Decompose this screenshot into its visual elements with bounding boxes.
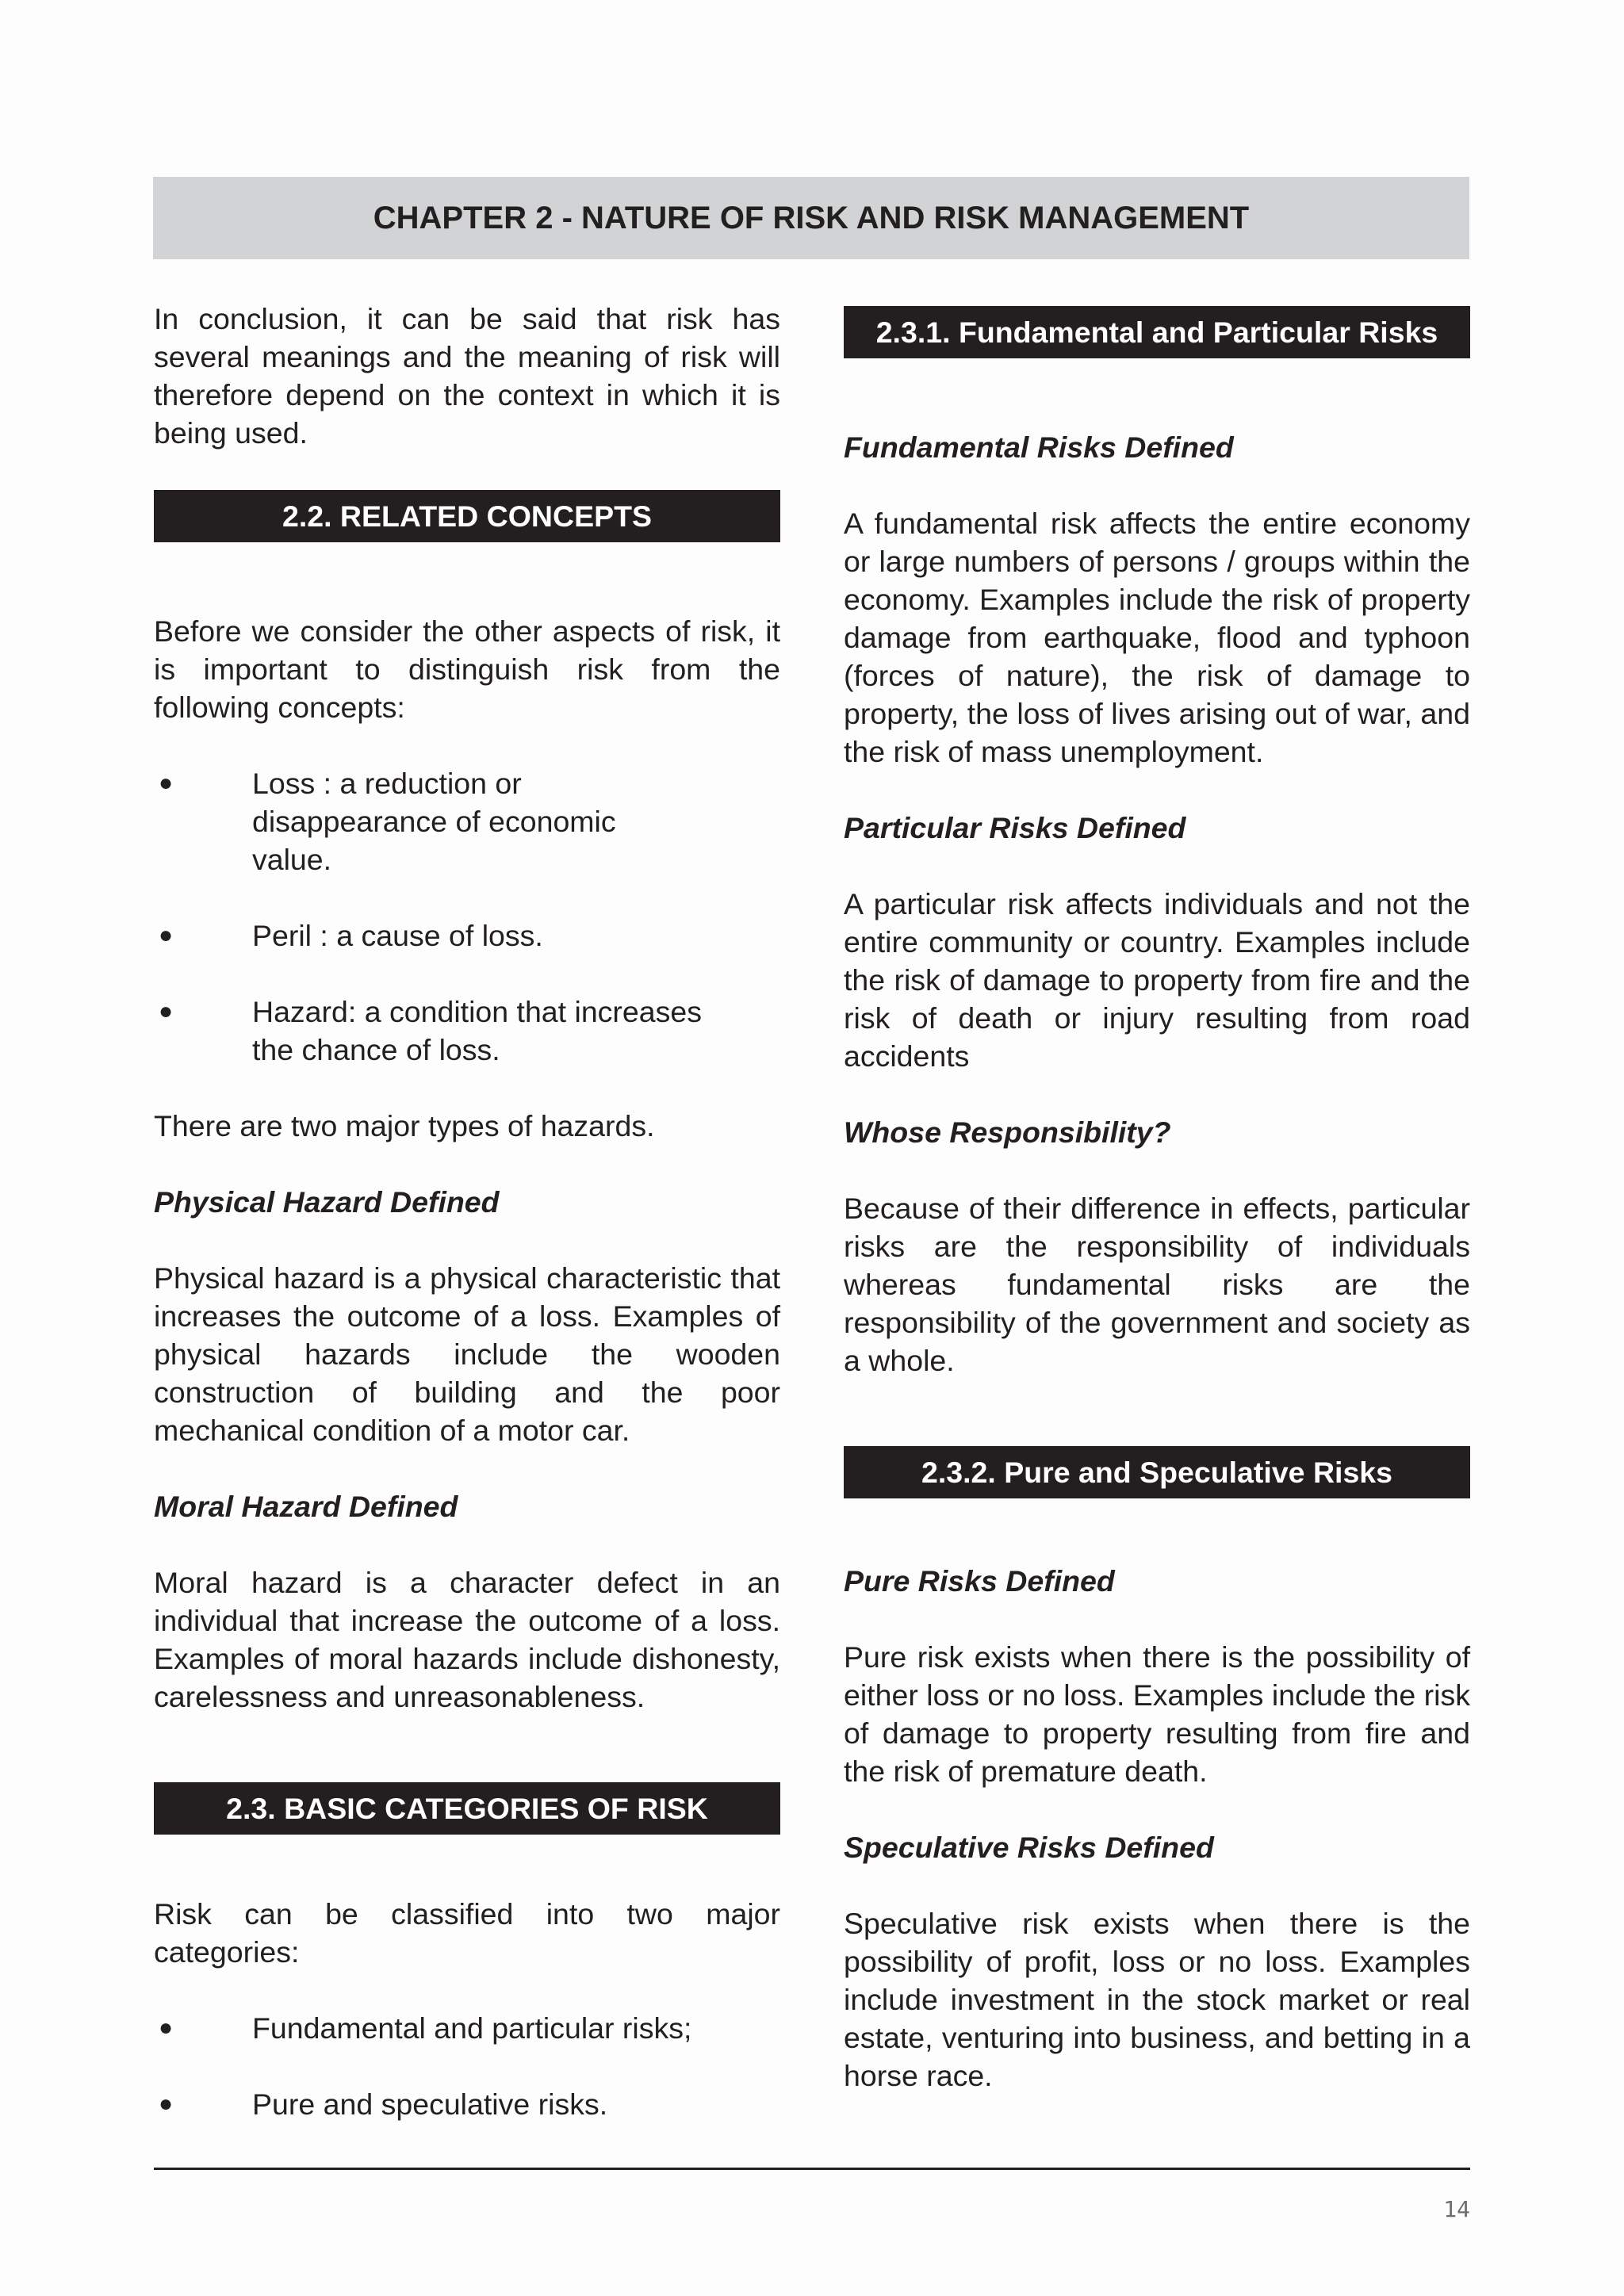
bullet-icon: ● bbox=[159, 922, 174, 948]
list-item-text: Pure and speculative risks. bbox=[252, 2087, 608, 2121]
bullet-icon: ● bbox=[159, 770, 174, 796]
section-heading-related-concepts: 2.2. RELATED CONCEPTS bbox=[154, 490, 780, 542]
particular-risks-title: Particular Risks Defined bbox=[844, 811, 1186, 844]
bullet-icon: ● bbox=[159, 2091, 174, 2117]
section-heading-basic-categories: 2.3. BASIC CATEGORIES OF RISK bbox=[154, 1782, 780, 1835]
fundamental-risks-text: A fundamental risk affects the entire economy or large numbers of persons / groups within the economy. Examples include the risk of property damage from earthquake, flood and typhoon (forces of nature), the risk of damage to property, the loss of lives arising out of war, and the risk of mass unemployment. bbox=[844, 507, 1470, 768]
list-item-text: Fundamental and particular risks; bbox=[252, 2011, 692, 2045]
basic-categories-lead: Risk can be classified into two major categories: bbox=[154, 1897, 780, 1969]
list-item-text: Peril : a cause of loss. bbox=[252, 919, 543, 952]
left-column bbox=[154, 300, 780, 2123]
list-item bbox=[154, 916, 780, 955]
particular-risks-text: A particular risk affects individuals and not the entire community or country. Examples include the risk of damage to property from fire and the risk of death or injury resulting from road accidents bbox=[844, 887, 1470, 1073]
physical-hazard-title: Physical Hazard Defined bbox=[154, 1185, 500, 1219]
physical-hazard-text: Physical hazard is a physical characteristic that increases the outcome of a loss. Examples of physical hazards include the wooden construction of building and the poor mechanical condition of a motor car. bbox=[154, 1261, 780, 1447]
related-concepts-lead: Before we consider the other aspects of risk, it is important to distinguish risk from the following concepts: bbox=[154, 614, 780, 724]
bullet-icon: ● bbox=[159, 998, 174, 1024]
list-item-text: Hazard: a condition that increases the chance of loss. bbox=[252, 995, 702, 1066]
speculative-risks-title: Speculative Risks Defined bbox=[844, 1831, 1214, 1864]
moral-hazard-title: Moral Hazard Defined bbox=[154, 1490, 458, 1523]
intro-paragraph: In conclusion, it can be said that risk has several meanings and the meaning of risk will therefore depend on the context in which it is being used. bbox=[154, 302, 780, 450]
pure-risks-text: Pure risk exists when there is the possibility of either loss or no loss. Examples include the risk of damage to property resulting from fire and the risk of premature death. bbox=[844, 1640, 1470, 1788]
pure-risks-title: Pure Risks Defined bbox=[844, 1564, 1115, 1598]
section-heading-pure-speculative: 2.3.2. Pure and Speculative Risks bbox=[844, 1446, 1470, 1498]
list-item-text: Loss : a reduction or disappearance of economic value. bbox=[252, 767, 616, 876]
list-item bbox=[154, 993, 780, 1069]
list-item bbox=[154, 2085, 780, 2123]
responsibility-title: Whose Responsibility? bbox=[844, 1115, 1171, 1149]
page-number: 14 bbox=[1443, 2196, 1470, 2222]
moral-hazard-text: Moral hazard is a character defect in an individual that increase the outcome of a loss. Examples of moral hazards include dishonesty, carelessness and unreasonableness. bbox=[154, 1566, 780, 1713]
speculative-risks-text: Speculative risk exists when there is the possibility of profit, loss or no loss. Examples include investment in the stock market or real estate, venturing into business, and betting in a horse race. bbox=[844, 1907, 1470, 2092]
section-heading-fundamental-particular: 2.3.1. Fundamental and Particular Risks bbox=[844, 306, 1470, 358]
list-item bbox=[154, 764, 780, 878]
list-item bbox=[154, 2009, 780, 2047]
footer-divider bbox=[154, 2168, 1470, 2170]
bullet-icon: ● bbox=[159, 2015, 174, 2041]
chapter-title: CHAPTER 2 - NATURE OF RISK AND RISK MANAGEMENT bbox=[153, 177, 1469, 259]
concepts-list bbox=[154, 764, 780, 1069]
fundamental-risks-title: Fundamental Risks Defined bbox=[844, 430, 1234, 464]
responsibility-text: Because of their difference in effects, particular risks are the responsibility of individuals whereas fundamental risks are the responsibility of the government and society as a whole. bbox=[844, 1192, 1470, 1377]
hazard-types-text: There are two major types of hazards. bbox=[154, 1109, 655, 1142]
categories-list bbox=[154, 2009, 780, 2123]
right-column bbox=[844, 300, 1470, 2095]
